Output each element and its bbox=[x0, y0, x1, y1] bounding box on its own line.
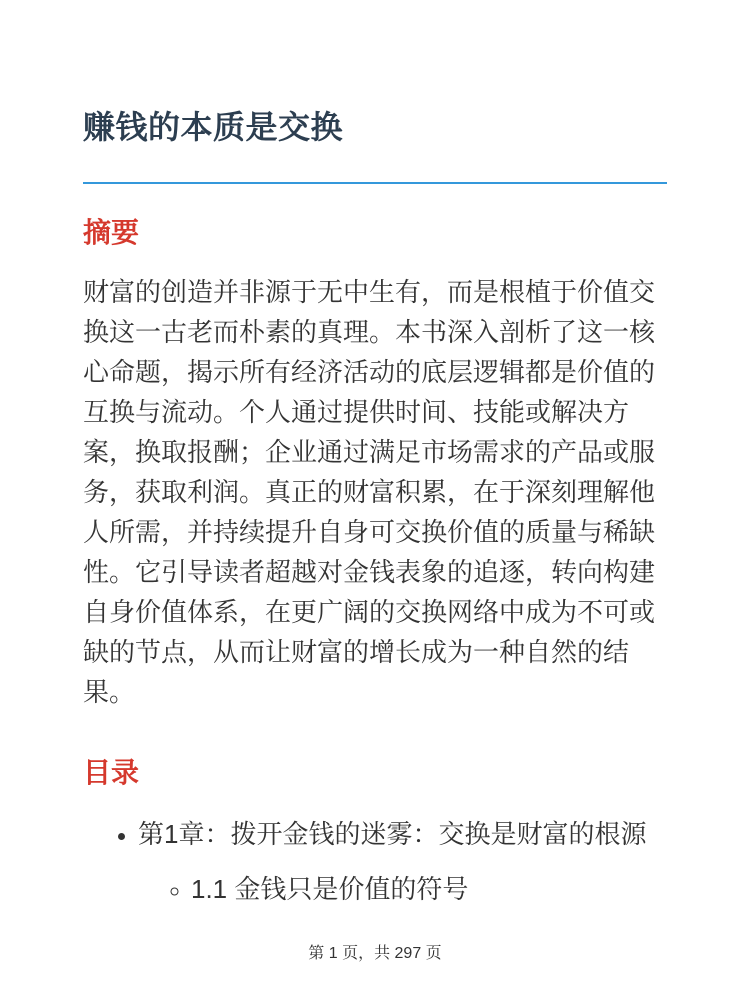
abstract-paragraph: 财富的创造并非源于无中生有，而是根植于价值交换这一古老而朴素的真理。本书深入剖析了这一核心命题，揭示所有经济活动的底层逻辑都是价值的互换与流动。个人通过提供时间、技能或解决方案，换取报酬；企业通过满足市场需求的产品或服务，获取利润。真正的财富积累，在于深刻理解他人所需，并持续提升自身可交换价值的质量与稀缺性。它引导读者超越对金钱表象的追逐，转向构建自身价值体系，在更广阔的交换网络中成为不可或缺的节点，从而让财富的增长成为一种自然的结果。 bbox=[83, 277, 656, 707]
toc-sublist-chapter-1 bbox=[138, 869, 667, 909]
title-divider bbox=[83, 182, 667, 184]
toc-item-section-1-1 bbox=[191, 869, 667, 909]
toc-item-chapter-1 bbox=[138, 814, 667, 909]
page-number-footer: 第 1 页，共 297 页 bbox=[308, 945, 442, 962]
toc-heading: 目录 bbox=[83, 757, 140, 788]
toc-subitem-label: 1.1 金钱只是价值的符号 bbox=[191, 874, 469, 904]
toc-item-label: 第1章：拨开金钱的迷雾：交换是财富的根源 bbox=[138, 819, 647, 849]
abstract-heading: 摘要 bbox=[83, 217, 140, 248]
page-title: 赚钱的本质是交换 bbox=[83, 109, 344, 145]
toc-list bbox=[83, 814, 667, 909]
